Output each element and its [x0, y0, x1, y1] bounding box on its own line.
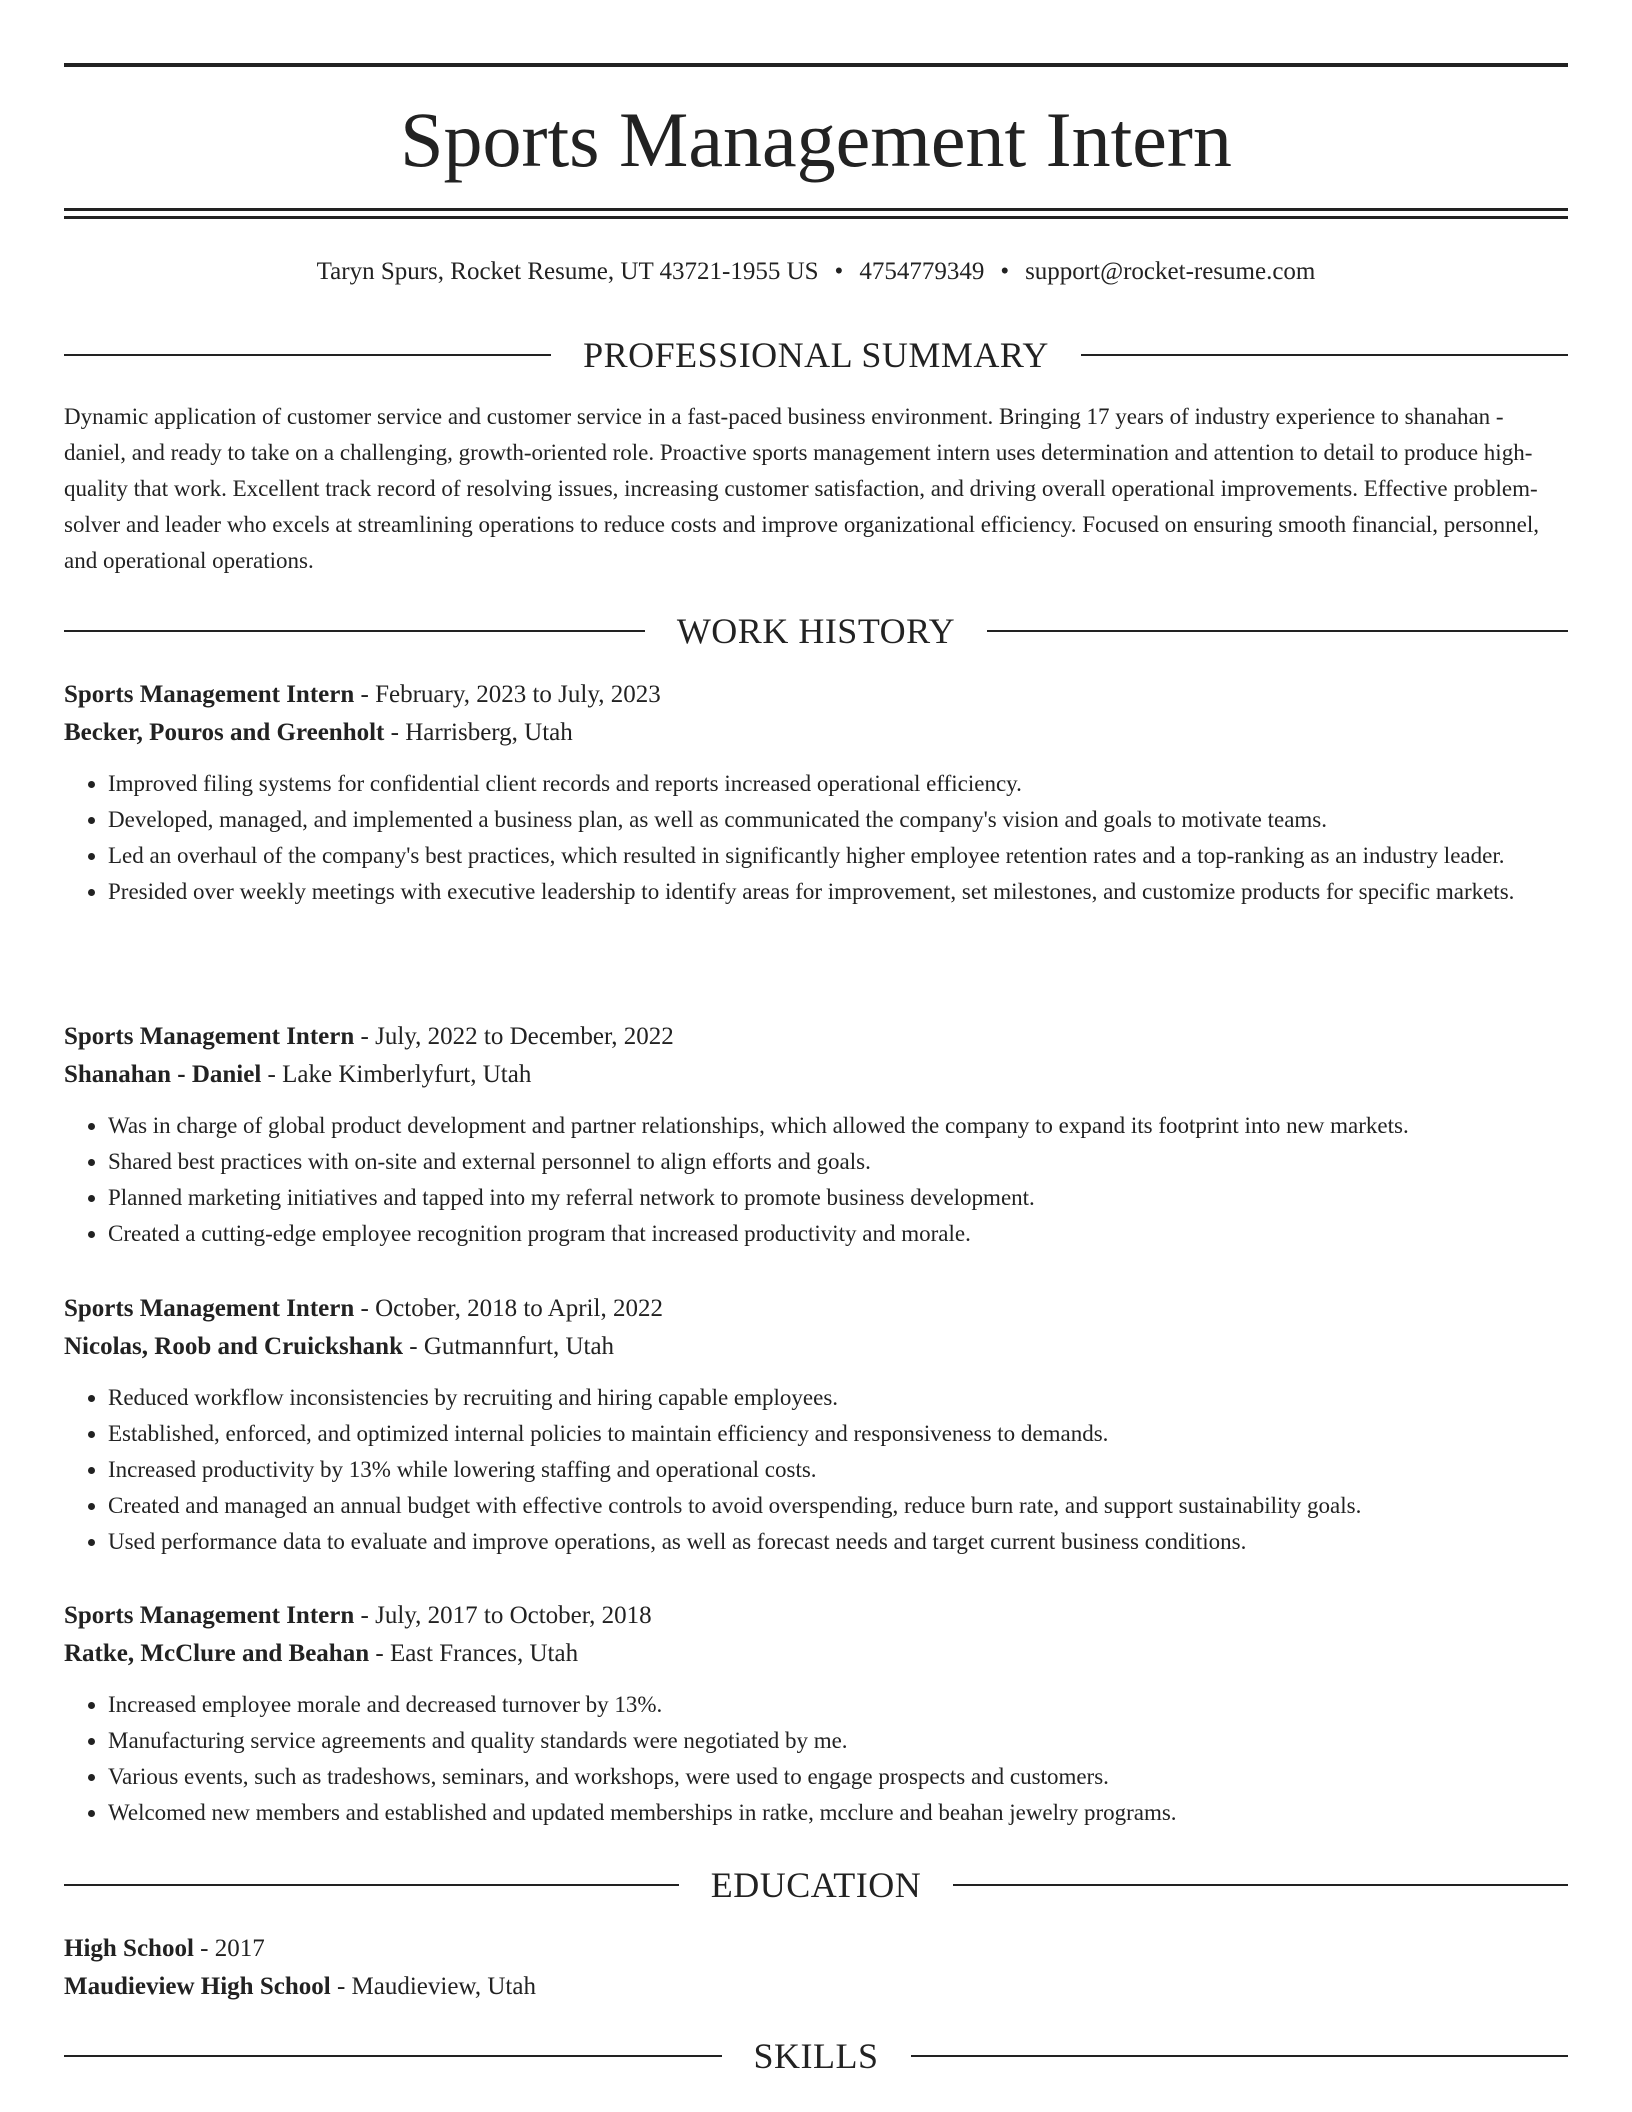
job-company: Nicolas, Roob and Cruickshank: [64, 1333, 403, 1360]
section-heading-summary: [64, 333, 1568, 377]
contact-separator: •: [1000, 258, 1010, 285]
heading-rule: [987, 630, 1568, 632]
list-item: • Presided over weekly meetings with executive leadership to identify areas for improvement, set milestones, and customize products for specific markets.: [108, 874, 1568, 910]
list-item: • Planned marketing initiatives and tapped into my referral network to promote business development.: [108, 1180, 1568, 1216]
contact-phone: 4754779349: [859, 258, 985, 285]
job-bullets: [64, 766, 1568, 910]
job-location: East Frances, Utah: [389, 1640, 579, 1667]
list-item: • Various events, such as tradeshows, seminars, and workshops, were used to engage prospects and customers.: [108, 1759, 1568, 1795]
section-title: PROFESSIONAL SUMMARY: [583, 335, 1049, 375]
job-dates: October, 2018 to April, 2022: [375, 1295, 663, 1322]
heading-rule: [1081, 354, 1568, 356]
job-entry: Sports Management Intern - July, 2017 to October, 2018 Ratke, McClure and Beahan - East Frances, Utah • Increased employee morale and decreased turnover by 13%. • Manufacturing service agreements and quality standards were negotiated by me. • Various events, such as tradeshows, seminars, and workshops, were used to engage prospects and customers. • Welcomed new members and established and updated memberships in ratke, mcclure and beahan jewelry programs.: [64, 1597, 1568, 1831]
job-entry: Sports Management Intern - July, 2022 to December, 2022 Shanahan - Daniel - Lake Kimberlyfurt, Utah • Was in charge of global product development and partner relationships, which allowed the company to expand its footprint into new markets. • Shared best practices with on-site and external personnel to align efforts and goals. • Planned marketing initiatives and tapped into my referral network to promote business development. • Created a cutting-edge employee recognition program that increased productivity and morale.: [64, 1018, 1568, 1252]
job-bullets: [64, 1108, 1568, 1252]
job-title: Sports Management Intern: [64, 1295, 355, 1322]
job-bullets: [64, 1687, 1568, 1831]
education-year: 2017: [214, 1935, 265, 1962]
title-rule-lower: [64, 216, 1568, 219]
job-company: Ratke, McClure and Beahan: [64, 1640, 370, 1667]
heading-rule: [64, 630, 645, 632]
heading-rule: [911, 2055, 1569, 2057]
list-item: • Led an overhaul of the company's best practices, which resulted in significantly higher employee retention rates and a top-ranking as an industry leader.: [108, 838, 1568, 874]
education-location: Maudieview, Utah: [351, 1973, 536, 2000]
list-item: • Manufacturing service agreements and quality standards were negotiated by me.: [108, 1723, 1568, 1759]
job-title: Sports Management Intern: [64, 681, 355, 708]
job-dates: July, 2017 to October, 2018: [375, 1602, 652, 1629]
job-title: Sports Management Intern: [64, 1602, 355, 1629]
summary-paragraph: Dynamic application of customer service and customer service in a fast-paced business environment. Bringing 17 years of industry experience to shanahan - daniel, and ready to take on a challenging, growth-oriented role. Proactive sports management intern uses determination and attention to detail to produce high-quality that work. Excellent track record of resolving issues, increasing customer satisfaction, and driving overall operational improvements. Effective problem-solver and leader who excels at streamlining operations to reduce costs and improve organizational efficiency. Focused on ensuring smooth financial, personnel, and operational operations.: [64, 404, 1539, 573]
list-item: • Established, enforced, and optimized internal policies to maintain efficiency and responsiveness to demands.: [108, 1416, 1568, 1452]
list-item: • Shared best practices with on-site and external personnel to align efforts and goals.: [108, 1144, 1568, 1180]
list-item: • Improved filing systems for confidential client records and reports increased operational efficiency.: [108, 766, 1568, 802]
list-item: • Used performance data to evaluate and improve operations, as well as forecast needs and target current business conditions.: [108, 1524, 1568, 1560]
education-school: Maudieview High School: [64, 1973, 331, 2000]
job-title: Sports Management Intern: [64, 1023, 355, 1050]
section-heading-education: [64, 1863, 1568, 1907]
contact-address: Taryn Spurs, Rocket Resume, UT 43721-1955 US: [316, 258, 819, 285]
job-entry: Sports Management Intern - February, 2023 to July, 2023 Becker, Pouros and Greenholt - Harrisberg, Utah • Improved filing systems for confidential client records and reports increased operational efficiency. • Developed, managed, and implemented a business plan, as well as communicated the company's vision and goals to motivate teams. • Led an overhaul of the company's best practices, which resulted in significantly higher employee retention rates and a top-ranking as an industry leader. • Presided over weekly meetings with executive leadership to identify areas for improvement, set milestones, and customize products for specific markets.: [64, 676, 1568, 910]
heading-rule: [64, 354, 551, 356]
section-heading-work-history: [64, 609, 1568, 653]
list-item: • Increased productivity by 13% while lowering staffing and operational costs.: [108, 1452, 1568, 1488]
job-dates: July, 2022 to December, 2022: [375, 1023, 674, 1050]
job-location: Lake Kimberlyfurt, Utah: [282, 1061, 532, 1088]
list-item: • Welcomed new members and established and updated memberships in ratke, mcclure and beahan jewelry programs.: [108, 1795, 1568, 1831]
title-rule-upper: [64, 208, 1568, 211]
education-entry: High School - 2017 Maudieview High School - Maudieview, Utah: [64, 1935, 536, 2000]
job-location: Gutmannfurt, Utah: [423, 1333, 615, 1360]
section-title: SKILLS: [753, 2036, 879, 2076]
list-item: • Created a cutting-edge employee recognition program that increased productivity and morale.: [108, 1216, 1568, 1252]
job-company: Shanahan - Daniel: [64, 1061, 262, 1088]
heading-rule: [64, 1884, 679, 1886]
job-location: Harrisberg, Utah: [405, 719, 573, 746]
section-title: WORK HISTORY: [676, 611, 956, 651]
list-item: • Reduced workflow inconsistencies by recruiting and hiring capable employees.: [108, 1380, 1568, 1416]
education-degree: High School: [64, 1935, 194, 1962]
section-title: EDUCATION: [710, 1865, 922, 1905]
job-dates: February, 2023 to July, 2023: [375, 681, 661, 708]
list-item: • Developed, managed, and implemented a business plan, as well as communicated the company's vision and goals to motivate teams.: [108, 802, 1568, 838]
contact-line: [64, 254, 1568, 290]
list-item: • Increased employee morale and decreased turnover by 13%.: [108, 1687, 1568, 1723]
page-title: Sports Management Intern: [400, 96, 1232, 183]
contact-email: support@rocket-resume.com: [1025, 258, 1316, 285]
job-bullets: [64, 1380, 1568, 1560]
heading-rule: [64, 2055, 722, 2057]
list-item: • Created and managed an annual budget with effective controls to avoid overspending, reduce burn rate, and support sustainability goals.: [108, 1488, 1568, 1524]
heading-rule: [953, 1884, 1568, 1886]
top-rule: [64, 63, 1568, 67]
section-heading-skills: [64, 2034, 1568, 2078]
job-company: Becker, Pouros and Greenholt: [64, 719, 385, 746]
contact-separator: •: [834, 258, 844, 285]
job-entry: Sports Management Intern - October, 2018 to April, 2022 Nicolas, Roob and Cruickshank - Gutmannfurt, Utah • Reduced workflow inconsistencies by recruiting and hiring capable employees. • Established, enforced, and optimized internal policies to maintain efficiency and responsiveness to demands. • Increased productivity by 13% while lowering staffing and operational costs. • Created and managed an annual budget with effective controls to avoid overspending, reduce burn rate, and support sustainability goals. • Used performance data to evaluate and improve operations, as well as forecast needs and target current business conditions.: [64, 1290, 1568, 1560]
list-item: • Was in charge of global product development and partner relationships, which allowed the company to expand its footprint into new markets.: [108, 1108, 1568, 1144]
